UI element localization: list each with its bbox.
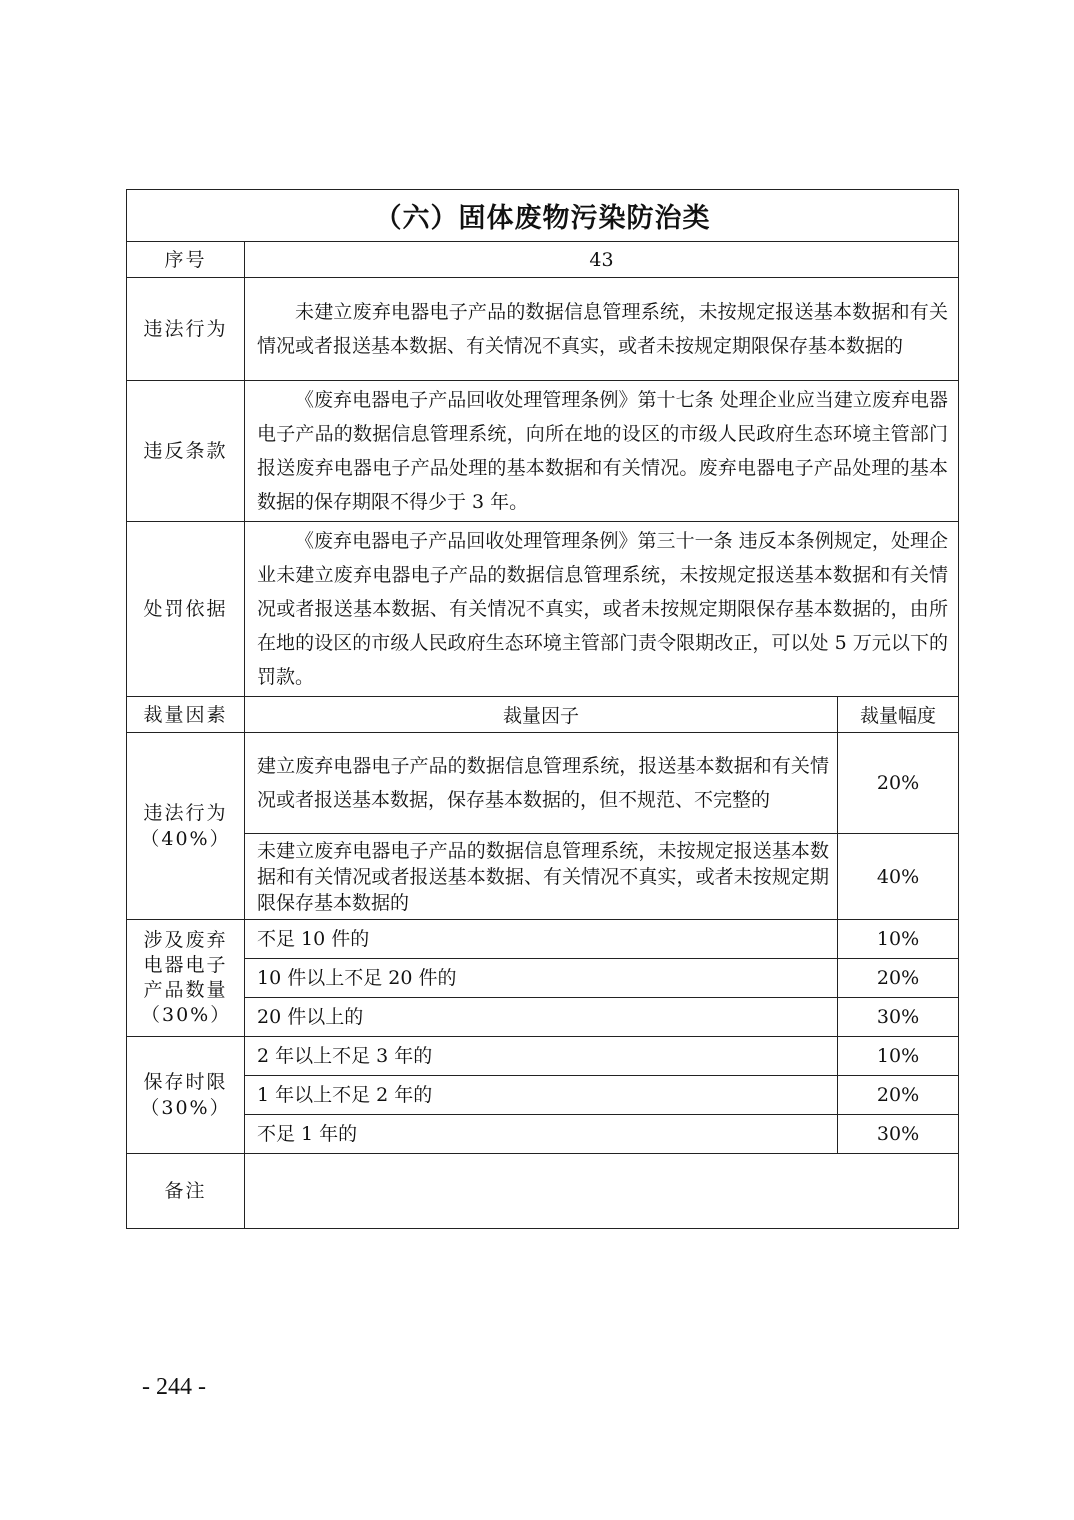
group-label-weight: （30%） [141,1004,232,1026]
range-value: 30% [838,1115,959,1154]
range-value: 20% [838,733,959,834]
group-quantity-label [127,920,245,1037]
remarks-label: 备注 [127,1154,245,1229]
factor-text: 不足 1 年的 [245,1115,838,1154]
serial-label: 序号 [127,242,245,278]
factor-text: 1 年以上不足 2 年的 [245,1076,838,1115]
factor-text: 建立废弃电器电子产品的数据信息管理系统，报送基本数据和有关情况或者报送基本数据，保存基本数据的，但不规范、不完整的 [245,733,838,834]
range-value: 10% [838,1037,959,1076]
factor-text: 未建立废弃电器电子产品的数据信息管理系统，未按规定报送基本数据和有关情况或者报送基本数据、有关情况不真实，或者未按规定期限保存基本数据的 [245,834,838,920]
range-value: 20% [838,959,959,998]
group-label-name: 违法行为 [143,802,228,824]
clause-label: 违反条款 [127,381,245,522]
clause-text: 《废弃电器电子产品回收处理管理条例》第十七条 处理企业应当建立废弃电器电子产品的数据信息管理系统，向所在地的设区的市级人民政府生态环境主管部门报送废弃电器电子产品处理的基本数据和有关情况。废弃电器电子产品处理的基本数据的保存期限不得少于 3 年。 [245,381,959,522]
factor-text: 20 件以上的 [245,998,838,1037]
factor-column-header: 裁量因子 [245,697,838,733]
range-value: 30% [838,998,959,1037]
penalty-label: 处罚依据 [127,522,245,697]
violation-label: 违法行为 [127,278,245,381]
violation-text: 未建立废弃电器电子产品的数据信息管理系统，未按规定报送基本数据和有关情况或者报送基本数据、有关情况不真实，或者未按规定期限保存基本数据的 [245,278,959,381]
group-label-name: 涉及废弃电器电子产品数量 [143,929,228,1001]
group-retention-label [127,1037,245,1154]
table-title: （六）固体废物污染防治类 [127,190,959,242]
group-label-weight: （40%） [140,828,231,850]
range-value: 40% [838,834,959,920]
remarks-value [245,1154,959,1229]
group-violation-label [127,733,245,920]
serial-value: 43 [245,242,959,278]
range-column-header: 裁量幅度 [838,697,959,733]
penalty-text: 《废弃电器电子产品回收处理管理条例》第三十一条 违反本条例规定，处理企业未建立废弃电器电子产品的数据信息管理系统，未按规定报送基本数据和有关情况或者报送基本数据、有关情况不真实，或者未按规定期限保存基本数据的，由所在地的设区的市级人民政府生态环境主管部门责令限期改正，可以处 5 万元以下的罚款。 [245,522,959,697]
group-label-weight: （30%） [140,1097,231,1119]
group-label-name: 保存时限 [143,1071,228,1093]
factor-text: 不足 10 件的 [245,920,838,959]
factor-text: 10 件以上不足 20 件的 [245,959,838,998]
page-number: - 244 - [142,1374,206,1400]
discretion-standard-table [126,189,959,1229]
factor-text: 2 年以上不足 3 年的 [245,1037,838,1076]
range-value: 10% [838,920,959,959]
range-value: 20% [838,1076,959,1115]
discretion-factor-header: 裁量因素 [127,697,245,733]
